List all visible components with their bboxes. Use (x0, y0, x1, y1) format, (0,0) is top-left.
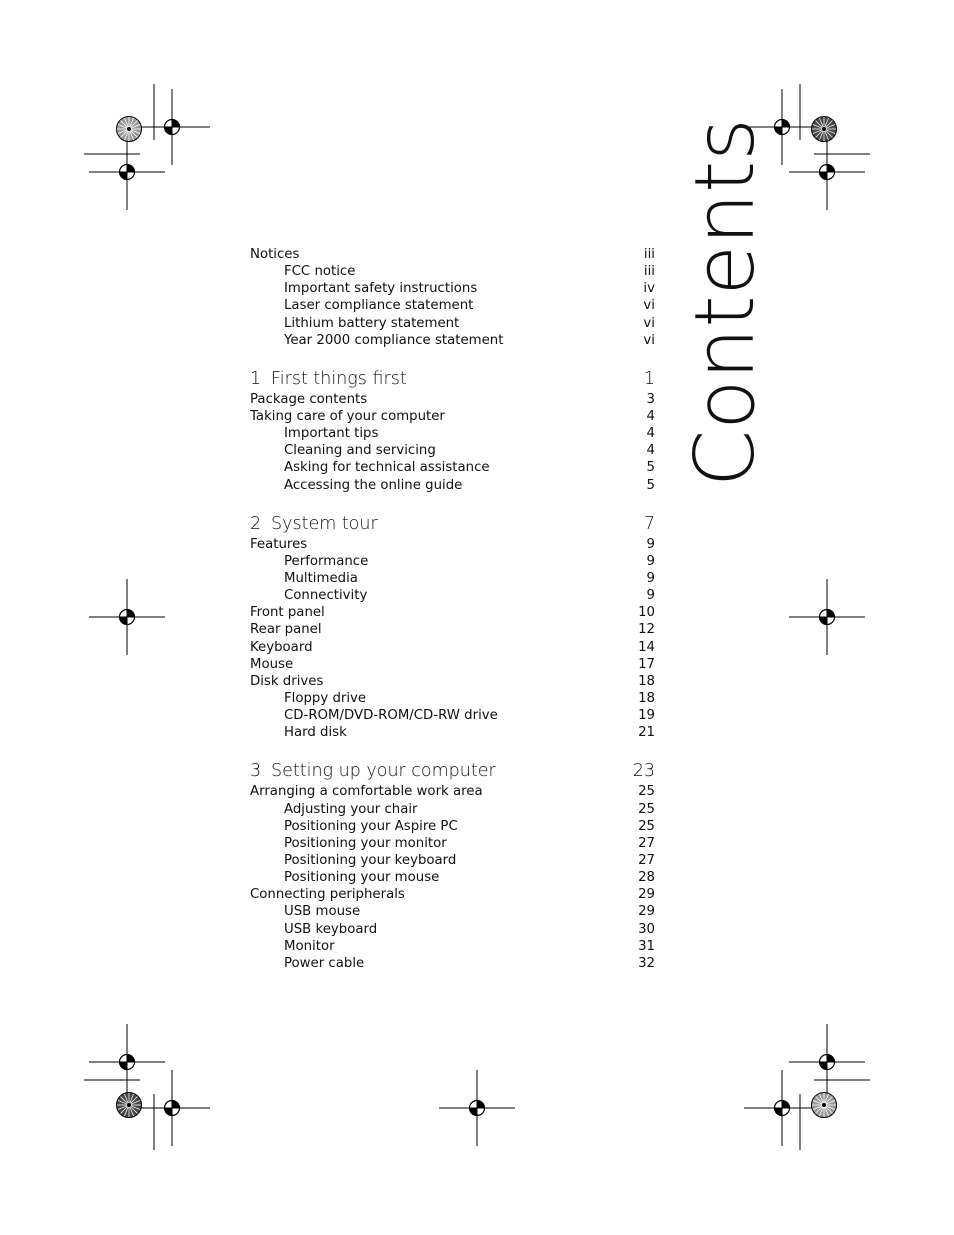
toc-section (250, 513, 655, 742)
entry-page-number: 5 (646, 477, 655, 493)
chapter-number: 3 (250, 761, 262, 782)
chapter-title: Setting up your computer (271, 761, 496, 782)
entry-label: Lithium battery statement (284, 315, 460, 331)
entry-page-number: 25 (638, 818, 655, 834)
toc-section (250, 368, 655, 494)
entry-page-number: vi (643, 315, 655, 331)
entry-label: Positioning your mouse (284, 870, 440, 886)
entry-label: Positioning your keyboard (284, 852, 457, 868)
toc-entry (250, 408, 655, 425)
toc-subentry (250, 938, 655, 955)
toc-subentry (250, 903, 655, 920)
entry-label: Important tips (284, 426, 379, 442)
entry-label: Taking care of your computer (250, 408, 445, 424)
entry-label: Power cable (284, 955, 365, 971)
entry-page-number: iii (643, 264, 655, 280)
toc-entry (250, 391, 655, 408)
toc-subentry (250, 477, 655, 494)
toc-entry (250, 604, 655, 621)
toc-subentry (250, 297, 655, 314)
toc-entry (250, 656, 655, 673)
chapter-number: 2 (250, 513, 262, 534)
chapter-page-number: 7 (643, 513, 655, 534)
toc-subentry (250, 921, 655, 938)
entry-label: Front panel (250, 605, 325, 621)
toc-subentry (250, 955, 655, 972)
toc-subentry (250, 707, 655, 724)
entry-label: Cleaning and servicing (284, 443, 436, 459)
chapter-heading (250, 513, 655, 536)
entry-label: Important safety instructions (284, 281, 478, 297)
entry-label: Connecting peripherals (250, 887, 405, 903)
toc-subentry (250, 587, 655, 604)
chapter-title: System tour (271, 513, 378, 534)
toc-section (250, 760, 655, 972)
toc-subentry (250, 570, 655, 587)
entry-page-number: 14 (638, 639, 655, 655)
toc-subentry (250, 835, 655, 852)
entry-page-number: 19 (638, 708, 655, 724)
toc-subentry (250, 332, 655, 349)
entry-label: Monitor (284, 938, 335, 954)
entry-page-number: vi (643, 298, 655, 314)
entry-label: USB keyboard (284, 921, 378, 937)
entry-label: USB mouse (284, 904, 361, 920)
chapter-heading (250, 760, 655, 783)
entry-page-number: 32 (638, 955, 655, 971)
entry-label: Adjusting your chair (284, 801, 418, 817)
entry-page-number: 4 (646, 426, 655, 442)
entry-page-number: 9 (646, 588, 655, 604)
entry-page-number: 9 (646, 536, 655, 552)
toc-entry (250, 246, 655, 263)
entry-page-number: 12 (638, 622, 655, 638)
entry-page-number: 4 (646, 408, 655, 424)
table-of-contents (250, 246, 655, 991)
entry-label: Keyboard (250, 639, 313, 655)
entry-label: Performance (284, 553, 369, 569)
toc-subentry (250, 852, 655, 869)
toc-entry (250, 886, 655, 903)
entry-page-number: 25 (638, 784, 655, 800)
entry-page-number: 25 (638, 801, 655, 817)
entry-page-number: 18 (638, 690, 655, 706)
entry-label: Positioning your Aspire PC (284, 818, 458, 834)
entry-page-number: 29 (638, 887, 655, 903)
entry-page-number: iii (643, 247, 655, 262)
toc-subentry (250, 442, 655, 459)
page-title: Contents (678, 118, 773, 487)
entry-label: Features (250, 536, 308, 552)
entry-label: Arranging a comfortable work area (250, 784, 483, 800)
entry-page-number: 9 (646, 570, 655, 586)
toc-subentry (250, 724, 655, 741)
chapter-page-number: 23 (632, 761, 655, 782)
toc-subentry (250, 553, 655, 570)
entry-page-number: 29 (638, 904, 655, 920)
entry-label: Multimedia (284, 570, 358, 586)
entry-label: Year 2000 compliance statement (284, 332, 504, 348)
entry-label: Laser compliance statement (284, 298, 474, 314)
toc-subentry (250, 315, 655, 332)
toc-subentry (250, 801, 655, 818)
entry-page-number: 30 (638, 921, 655, 937)
entry-label: Floppy drive (284, 690, 367, 706)
entry-label: Accessing the online guide (284, 477, 463, 493)
toc-subentry (250, 818, 655, 835)
entry-page-number: 31 (638, 938, 655, 954)
entry-page-number: iv (643, 281, 655, 297)
chapter-page-number: 1 (643, 368, 655, 389)
entry-label: Hard disk (284, 725, 347, 741)
entry-label: Notices (250, 247, 300, 262)
entry-page-number: 4 (646, 443, 655, 459)
entry-label: Mouse (250, 656, 294, 672)
entry-page-number: 10 (638, 605, 655, 621)
entry-label: Positioning your monitor (284, 835, 447, 851)
entry-page-number: 18 (638, 673, 655, 689)
entry-page-number: 28 (638, 870, 655, 886)
entry-page-number: vi (643, 332, 655, 348)
toc-subentry (250, 690, 655, 707)
entry-label: CD-ROM/DVD-ROM/CD-RW drive (284, 708, 498, 724)
toc-entry (250, 639, 655, 656)
entry-page-number: 21 (638, 725, 655, 741)
entry-label: Disk drives (250, 673, 324, 689)
entry-label: FCC notice (284, 264, 356, 280)
entry-page-number: 5 (646, 460, 655, 476)
toc-section (250, 246, 655, 349)
toc-subentry (250, 459, 655, 476)
entry-label: Asking for technical assistance (284, 460, 490, 476)
entry-label: Connectivity (284, 588, 368, 604)
entry-label: Package contents (250, 391, 368, 407)
entry-label: Rear panel (250, 622, 322, 638)
entry-page-number: 17 (638, 656, 655, 672)
chapter-heading (250, 368, 655, 391)
toc-entry (250, 536, 655, 553)
toc-entry (250, 621, 655, 638)
entry-page-number: 27 (638, 835, 655, 851)
entry-page-number: 9 (646, 553, 655, 569)
toc-entry (250, 783, 655, 800)
toc-subentry (250, 869, 655, 886)
toc-entry (250, 673, 655, 690)
toc-subentry (250, 280, 655, 297)
toc-subentry (250, 425, 655, 442)
chapter-title: First things first (271, 368, 407, 389)
toc-subentry (250, 263, 655, 280)
chapter-number: 1 (250, 368, 262, 389)
entry-page-number: 27 (638, 852, 655, 868)
entry-page-number: 3 (646, 391, 655, 407)
